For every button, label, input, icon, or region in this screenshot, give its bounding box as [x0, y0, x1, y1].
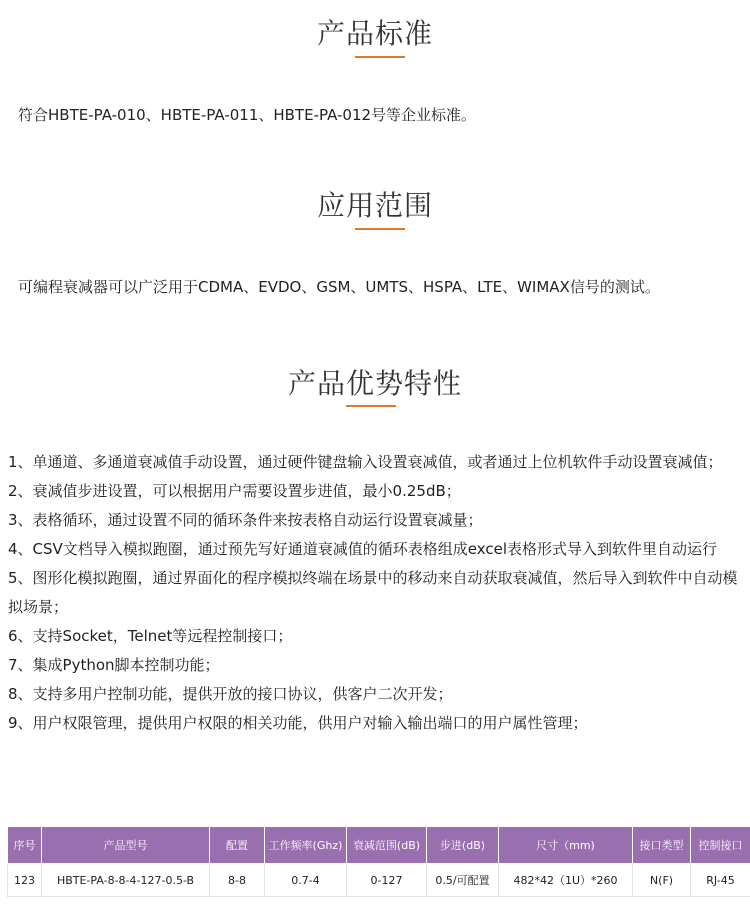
section-title-features: 产品优势特性 [287, 367, 462, 400]
application-text: 可编程衰减器可以广泛用于CDMA、EVDO、GSM、UMTS、HSPA、LTE、WIMAX信号的测试。 [18, 278, 660, 296]
table-cell: 0.5/可配置 [427, 864, 499, 897]
feature-item: 9、用户权限管理，提供用户权限的相关功能，供用户对输入输出端口的用户属性管理； [8, 714, 588, 732]
feature-item: 8、支持多用户控制功能，提供开放的接口协议，供客户二次开发； [8, 685, 453, 703]
feature-item: 5、图形化模拟跑圈，通过界面化的程序模拟终端在场景中的移动来自动获取衰减值，然后导入到软件中自动模拟场景； [8, 569, 738, 616]
table-cell: 123 [8, 864, 42, 897]
table-cell: 0.7-4 [265, 864, 347, 897]
table-header-cell: 接口类型 [633, 827, 691, 864]
table-header-cell: 产品型号 [42, 827, 210, 864]
feature-item: 4、CSV文档导入模拟跑圈，通过预先写好通道衰减值的循环表格组成excel表格形式导入到软件里自动运行 [8, 540, 718, 558]
table-cell: RJ-45 [691, 864, 750, 897]
section-underline-standard [355, 56, 405, 58]
section-title-application: 应用范围 [316, 189, 433, 222]
table-header-cell: 衰减范围(dB) [347, 827, 427, 864]
standard-text: 符合HBTE-PA-010、HBTE-PA-011、HBTE-PA-012号等企业标准。 [18, 106, 477, 124]
section-underline-application [355, 228, 405, 230]
feature-item: 7、集成Python脚本控制功能； [8, 656, 220, 674]
table-header-cell: 工作频率(Ghz) [265, 827, 347, 864]
table-header-cell: 序号 [8, 827, 42, 864]
table-cell: HBTE-PA-8-8-4-127-0.5-B [42, 864, 210, 897]
table-cell: 482*42（1U）*260 [499, 864, 633, 897]
feature-item: 3、表格循环，通过设置不同的循环条件来按表格自动运行设置衰减量； [8, 511, 483, 529]
section-title-standard: 产品标准 [316, 17, 433, 50]
feature-item: 2、衰减值步进设置，可以根据用户需要设置步进值，最小0.25dB； [8, 482, 461, 500]
table-header-cell: 配置 [210, 827, 265, 864]
table-cell: N(F) [633, 864, 691, 897]
feature-item: 6、支持Socket，Telnet等远程控制接口； [8, 627, 293, 645]
feature-list [8, 448, 738, 738]
table-header-cell: 步进(dB) [427, 827, 499, 864]
section-underline-features [346, 405, 396, 407]
table-cell: 0-127 [347, 864, 427, 897]
spec-table [7, 826, 750, 897]
table-row [8, 864, 750, 897]
table-header-cell: 尺寸（mm) [499, 827, 633, 864]
feature-item: 1、单通道、多通道衰减值手动设置，通过硬件键盘输入设置衰减值，或者通过上位机软件手动设置衰减值； [8, 453, 723, 471]
table-header-cell: 控制接口 [691, 827, 750, 864]
table-header-row [8, 827, 750, 864]
table-cell: 8-8 [210, 864, 265, 897]
